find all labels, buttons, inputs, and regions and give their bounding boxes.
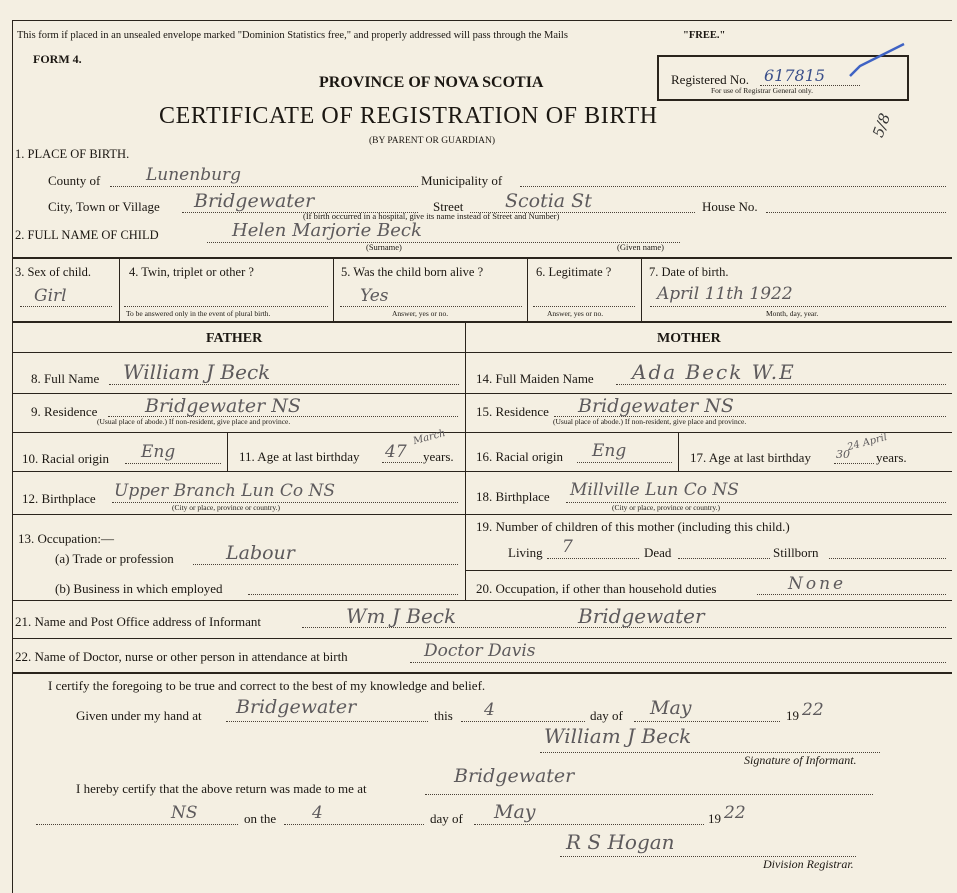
mother-birthplace-label: 18. Birthplace — [476, 489, 550, 504]
father-birthplace-rule — [112, 502, 458, 503]
reg-day-rule — [284, 824, 424, 825]
date-of-birth-note: Month, day, year. — [766, 309, 819, 318]
mother-age-value: 30 — [836, 448, 850, 461]
dead-rule — [678, 558, 770, 559]
father-birthplace-note: (City or place, province or country.) — [172, 503, 281, 512]
doctor-label: 22. Name of Doctor, nurse or other person in attendance at birth — [15, 649, 348, 664]
hospital-note: (If birth occurred in a hospital, give its name instead of Street and Number) — [303, 211, 560, 221]
row3-divider-3 — [527, 257, 528, 321]
given-place-value: Bridgewater — [236, 696, 357, 718]
father-trade-rule — [193, 564, 458, 565]
certificate-title: CERTIFICATE OF REGISTRATION OF BIRTH — [159, 103, 658, 129]
city-value: Bridgewater — [194, 190, 315, 212]
row3-divider-2 — [333, 257, 334, 321]
mother-heading: MOTHER — [657, 331, 721, 346]
father-name-label: 8. Full Name — [31, 371, 100, 386]
house-no-label: House No. — [702, 199, 758, 214]
date-of-birth-rule — [650, 306, 946, 307]
mother-racial-value: Eng — [592, 441, 627, 461]
mother-age-rule — [834, 463, 874, 464]
parents-heading-rule — [12, 352, 952, 353]
mother-occupation-label: 20. Occupation, if other than household duties — [476, 581, 717, 596]
hereby-place-value: Bridgewater — [454, 765, 575, 787]
reg-province-rule — [36, 824, 238, 825]
father-birthplace-value: Upper Branch Lun Co NS — [114, 481, 336, 501]
county-rule — [110, 186, 418, 187]
rule-after-22 — [12, 672, 952, 674]
twin-label: 4. Twin, triplet or other ? — [129, 265, 254, 279]
registrar-signature: R S Hogan — [566, 830, 675, 854]
on-the-label: on the — [244, 811, 277, 826]
row3-bottom-rule — [12, 321, 952, 323]
given-month-rule — [634, 721, 780, 722]
reg-year-value: 22 — [724, 803, 746, 823]
given-place-rule — [226, 721, 428, 722]
mailing-note: This form if placed in an unsealed envelope marked "Dominion Statistics free," and properly addressed will pass through the Mails — [17, 30, 568, 41]
living-label: Living — [508, 545, 543, 560]
registered-label: Registered No. — [671, 72, 749, 87]
row3-divider-4 — [641, 257, 642, 321]
reg-month-rule — [474, 824, 704, 825]
alive-note: Answer, yes or no. — [392, 309, 449, 318]
given-day-of-label: day of — [590, 708, 623, 723]
reg-day-value: 4 — [312, 803, 323, 823]
county-value: Lunenburg — [146, 165, 242, 185]
given-name-note: (Given name) — [617, 242, 664, 252]
father-age-value: 47 — [385, 442, 407, 462]
municipality-label: Municipality of — [421, 173, 503, 188]
informant-address-value: Bridgewater — [578, 604, 705, 628]
father-racial-rule — [125, 463, 221, 464]
header-top-rule — [12, 20, 952, 21]
mailing-free: "FREE." — [683, 30, 726, 41]
margin-mark: 5/8 — [869, 110, 895, 140]
child-name-rule — [207, 242, 680, 243]
house-no-rule — [766, 212, 946, 213]
hereby-text: I hereby certify that the above return was made to me at — [76, 781, 367, 796]
alive-value: Yes — [360, 286, 389, 306]
mother-age-note: 24 April — [846, 431, 889, 454]
mother-residence-label: 15. Residence — [476, 404, 549, 419]
father-trade-value: Labour — [226, 542, 295, 564]
stillborn-rule — [829, 558, 946, 559]
reg-month-value: May — [494, 801, 536, 823]
father-abode-note: (Usual place of abode.) If non-resident, give place and province. — [97, 417, 291, 426]
rule-after-9 — [12, 432, 952, 433]
father-heading: FATHER — [206, 331, 263, 346]
division-registrar-label: Division Registrar. — [763, 857, 854, 871]
rule-after-10 — [12, 471, 952, 472]
rule-after-21 — [12, 638, 952, 639]
mother-name-label: 14. Full Maiden Name — [476, 371, 594, 386]
stillborn-label: Stillborn — [773, 545, 819, 560]
father-business-rule — [248, 594, 458, 595]
reg-year-prefix: 19 — [708, 811, 721, 826]
hereby-place-rule — [425, 794, 873, 795]
registrar-note: For use of Registrar General only. — [711, 86, 813, 95]
sex-rule — [20, 306, 112, 307]
twin-rule — [124, 306, 328, 307]
surname-note: (Surname) — [366, 242, 402, 252]
municipality-rule — [520, 186, 946, 187]
informant-label: 21. Name and Post Office address of Informant — [15, 614, 261, 629]
certify-text: I certify the foregoing to be true and correct to the best of my knowledge and belief. — [48, 678, 486, 693]
informant-name-value: Wm J Beck — [346, 604, 457, 628]
rule-after-8 — [12, 393, 952, 394]
given-year-value: 22 — [802, 700, 824, 720]
children-count-label: 19. Number of children of this mother (including this child.) — [476, 519, 790, 534]
mother-age-label: 17. Age at last birthday — [690, 450, 811, 465]
mother-birthplace-note: (City or place, province or country.) — [612, 503, 721, 512]
date-of-birth-label: 7. Date of birth. — [649, 265, 729, 279]
form-left-edge — [12, 20, 13, 893]
sex-label: 3. Sex of child. — [15, 265, 92, 279]
father-occupation-label: 13. Occupation:— — [18, 531, 115, 546]
city-label: City, Town or Village — [48, 199, 160, 214]
row3-divider-1 — [119, 257, 120, 321]
doctor-rule — [410, 662, 946, 663]
mother-years-label: years. — [876, 450, 907, 465]
reg-day-of-label: day of — [430, 811, 463, 826]
age-father-divider — [227, 432, 228, 471]
sex-value: Girl — [34, 286, 67, 306]
child-name-label: 2. FULL NAME OF CHILD — [15, 228, 159, 242]
given-year-prefix: 19 — [786, 708, 799, 723]
father-name-rule — [109, 384, 459, 385]
street-value: Scotia St — [505, 190, 592, 212]
child-name-value: Helen Marjorie Beck — [232, 220, 422, 241]
living-value: 7 — [562, 537, 573, 557]
alive-rule — [340, 306, 522, 307]
form-number: FORM 4. — [33, 52, 82, 66]
mother-abode-note: (Usual place of abode.) If non-resident, give place and province. — [553, 417, 747, 426]
rule-after-12 — [12, 514, 952, 515]
informant-signature: William J Beck — [544, 724, 692, 748]
dead-label: Dead — [644, 545, 672, 560]
registrar-check-mark — [848, 40, 908, 80]
living-rule — [547, 558, 639, 559]
this-day-rule — [461, 721, 585, 722]
date-of-birth-value: April 11th 1922 — [657, 284, 793, 304]
mother-name-rule — [616, 384, 946, 385]
this-label: this — [434, 708, 453, 723]
father-age-label: 11. Age at last birthday — [239, 449, 360, 464]
father-racial-value: Eng — [141, 442, 176, 462]
father-name-value: William J Beck — [123, 360, 271, 384]
father-trade-label: (a) Trade or profession — [55, 551, 174, 566]
informant-signature-label: Signature of Informant. — [744, 753, 857, 767]
given-day-value: 4 — [484, 700, 495, 720]
province-heading: PROVINCE OF NOVA SCOTIA — [319, 74, 544, 91]
legitimate-rule — [533, 306, 635, 307]
alive-label: 5. Was the child born alive ? — [341, 265, 484, 279]
legitimate-note: Answer, yes or no. — [547, 309, 604, 318]
father-residence-label: 9. Residence — [31, 404, 98, 419]
certificate-subtitle: (BY PARENT OR GUARDIAN) — [369, 136, 496, 146]
given-under-label: Given under my hand at — [76, 708, 202, 723]
legitimate-label: 6. Legitimate ? — [536, 265, 612, 279]
twin-note: To be answered only in the event of plural birth. — [126, 309, 271, 318]
parents-divider — [465, 321, 466, 600]
street-label: Street — [433, 199, 464, 214]
rule-after-parents — [12, 600, 952, 601]
given-month-value: May — [650, 697, 692, 719]
age-mother-divider — [678, 432, 679, 471]
mother-occupation-rule — [757, 594, 946, 595]
father-age-rule — [382, 462, 422, 463]
father-age-note: March — [412, 427, 447, 448]
father-residence-value: Bridgewater NS — [145, 395, 301, 417]
mother-name-value: Ada Beck W.E — [632, 360, 796, 384]
county-label: County of — [48, 173, 101, 188]
father-years-label: years. — [423, 449, 454, 464]
mother-racial-rule — [577, 462, 672, 463]
doctor-value: Doctor Davis — [424, 641, 536, 661]
rule-after-19-right — [465, 570, 952, 571]
registered-value: 617815 — [764, 66, 826, 85]
mother-birthplace-value: Millville Lun Co NS — [570, 480, 739, 500]
mother-residence-value: Bridgewater NS — [578, 395, 734, 417]
father-racial-label: 10. Racial origin — [22, 451, 110, 466]
row3-top-rule — [12, 257, 952, 259]
father-business-label: (b) Business in which employed — [55, 581, 223, 596]
mother-racial-label: 16. Racial origin — [476, 449, 564, 464]
mother-occupation-value: None — [788, 574, 847, 594]
place-of-birth-heading: 1. PLACE OF BIRTH. — [15, 147, 130, 161]
father-birthplace-label: 12. Birthplace — [22, 491, 96, 506]
reg-province-value: NS — [171, 803, 198, 823]
